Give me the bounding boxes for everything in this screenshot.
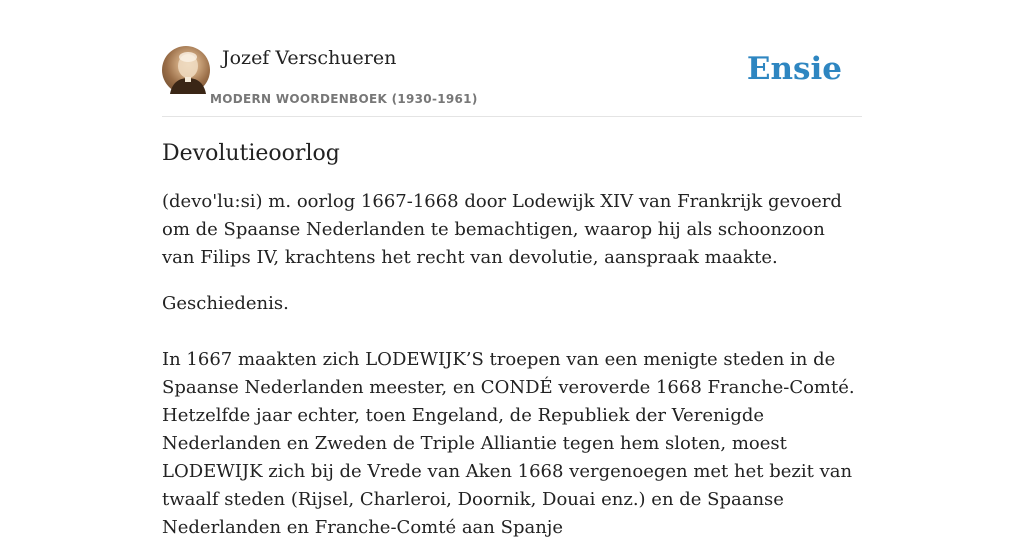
source-label[interactable]: MODERN WOORDENBOEK (1930-1961) [210, 92, 478, 106]
definition-text: (devo'lu:si) m. oorlog 1667-1668 door Lodewijk XIV van Frankrijk gevoerd om de Spaanse Nederlanden te bemachtigen, waarop hij als schoonzoon van Filips IV, krachtens het recht van devolutie, aanspraak maakte. [162, 191, 842, 268]
page-title: Devolutieoorlog [162, 141, 340, 166]
history-text: In 1667 maakten zich LODEWIJK’S troepen van een menigte steden in de Spaanse Nederlanden meester, en CONDÉ veroverde 1668 Franche-Comté. Hetzelfde jaar echter, toen Engeland, de Republiek der Verenigde Nederlanden en Zweden de Triple Alliantie tegen hem sloten, moest LODEWIJK zich bij de Vrede van Aken 1668 vergenoegen met het bezit van twaalf steden (Rijsel, Charleroi, Doornik, Douai enz.) en de Spaanse Nederlanden en Franche-Comté aan Spanje [162, 349, 855, 538]
brand-logo[interactable]: Ensie [746, 51, 842, 87]
article-header [162, 46, 862, 117]
author-name[interactable]: Jozef Verschueren [222, 47, 397, 69]
author-avatar[interactable] [162, 46, 210, 94]
article-body [162, 138, 862, 560]
portrait-icon [162, 46, 210, 94]
section-heading: Geschiedenis. [162, 293, 289, 314]
